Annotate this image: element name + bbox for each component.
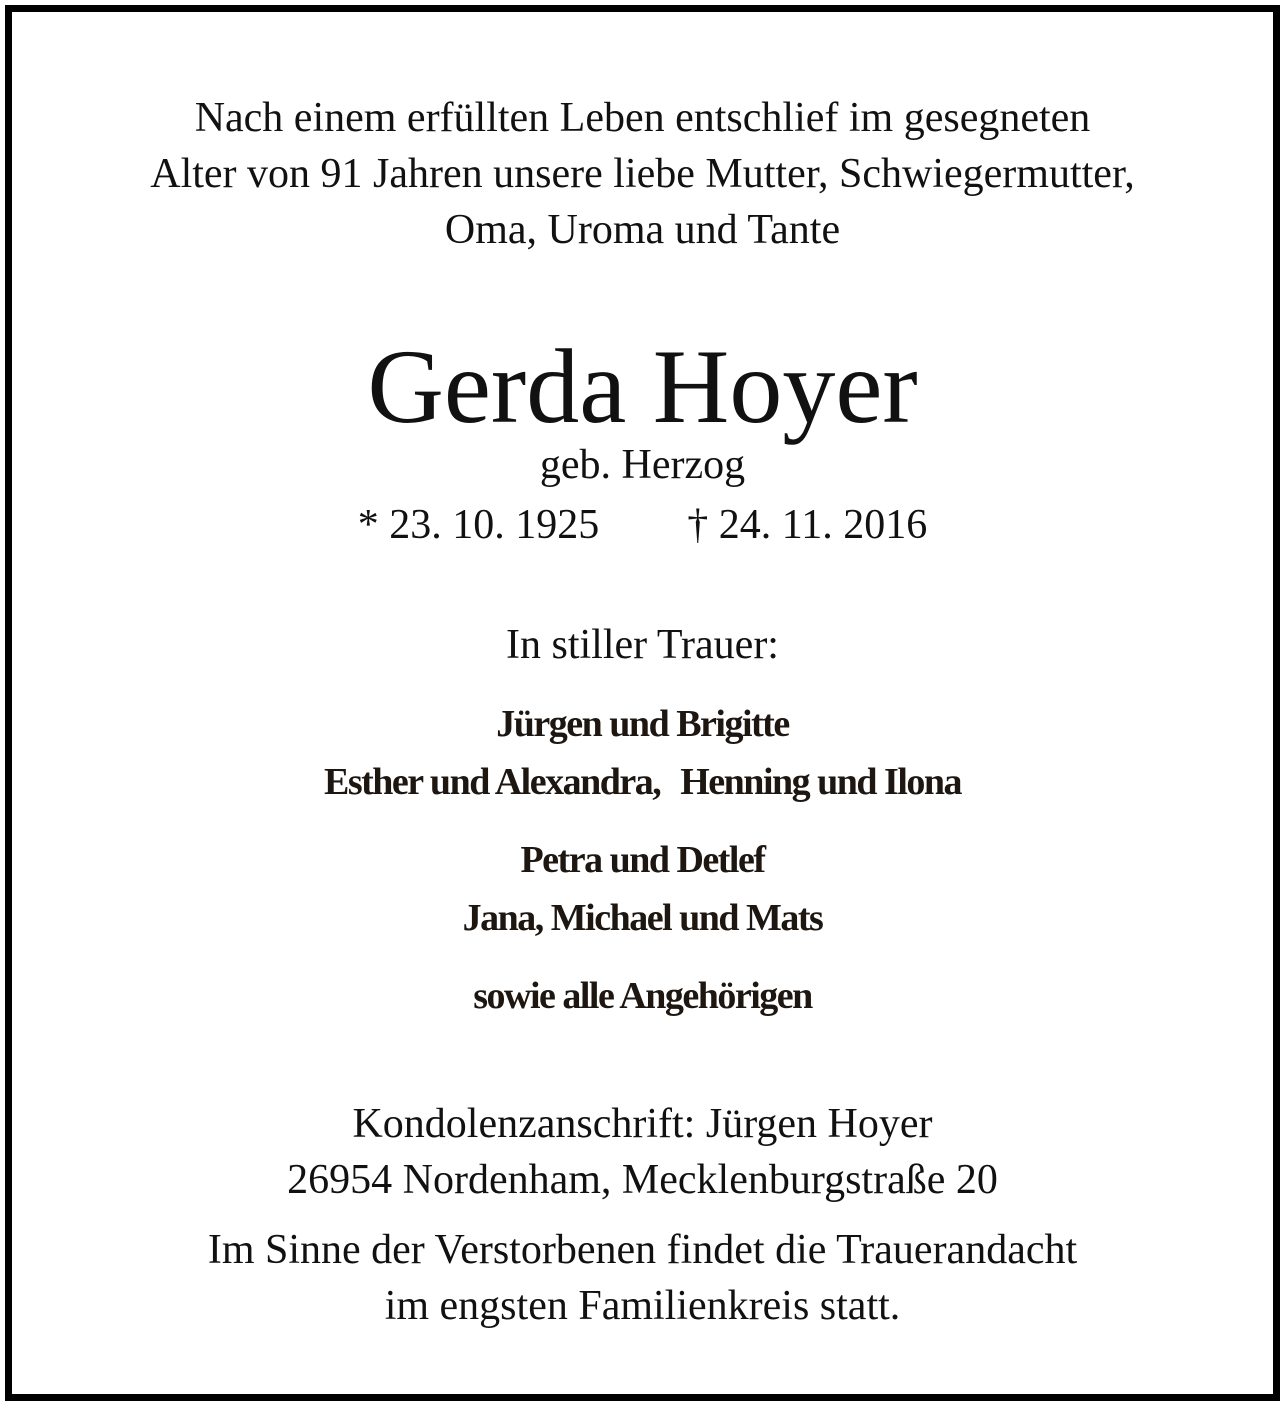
obituary-notice	[5, 5, 1280, 1401]
intro-line-3: Oma, Uroma und Tante	[444, 207, 841, 253]
family-line-4: Jana, Michael und Mats	[462, 897, 823, 939]
family-line-3: Petra und Detlef	[520, 839, 765, 881]
maiden-name: geb. Herzog	[539, 442, 746, 488]
intro-line-2: Alter von 91 Jahren unsere liebe Mutter, Schwiegermutter,	[150, 151, 1135, 197]
birth-date: * 23. 10. 1925	[357, 502, 600, 548]
intro-line-1: Nach einem erfüllten Leben entschlief im gesegneten	[194, 95, 1091, 141]
mourning-label: In stiller Trauer:	[506, 622, 779, 668]
life-dates	[12, 500, 1273, 550]
family-line-2b: Henning und Ilona	[680, 761, 962, 803]
death-date: † 24. 11. 2016	[687, 502, 928, 548]
closing-line-2: im engsten Familienkreis statt.	[384, 1283, 901, 1329]
condolence-line-2: 26954 Nordenham, Mecklenburgstraße 20	[287, 1157, 998, 1203]
closing-line-1: Im Sinne der Verstorbenen findet die Trauerandacht	[207, 1227, 1078, 1273]
family-line-2	[12, 754, 1273, 810]
condolence-line-1: Kondolenzanschrift: Jürgen Hoyer	[352, 1101, 933, 1147]
family-line-2a: Esther und Alexandra,	[323, 761, 661, 803]
deceased-name: Gerda Hoyer	[367, 328, 918, 445]
family-line-5: sowie alle Angehörigen	[473, 975, 812, 1017]
family-line-1: Jürgen und Brigitte	[496, 703, 789, 745]
